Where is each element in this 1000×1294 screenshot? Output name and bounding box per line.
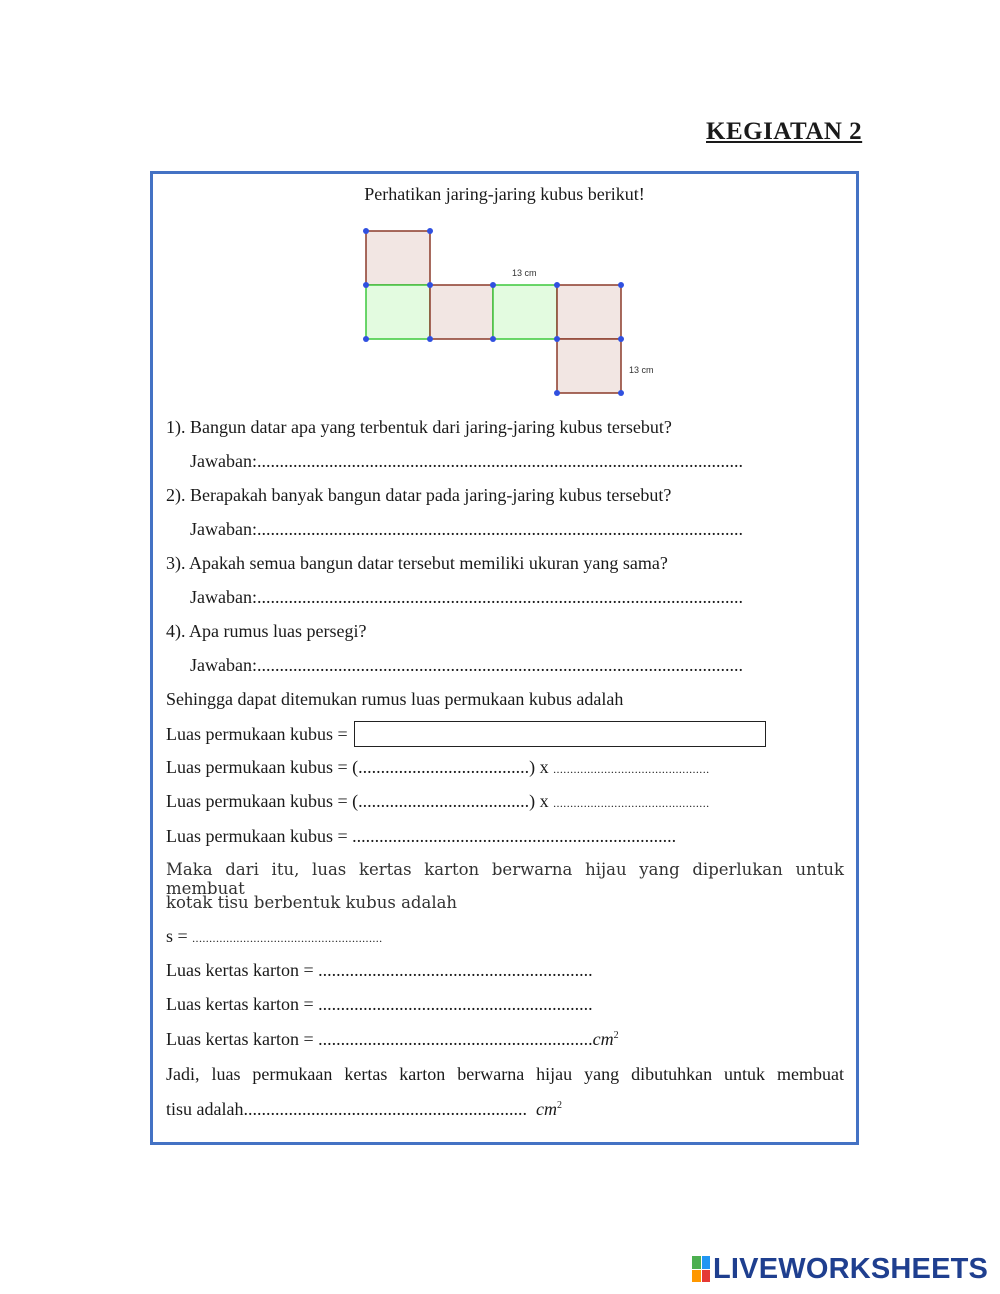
net-square-bottom xyxy=(557,339,621,393)
net-label-side: 13 cm xyxy=(629,365,654,375)
liveworksheets-logo-text: LIVEWORKSHEETS xyxy=(713,1252,989,1285)
lp-formula-box[interactable] xyxy=(354,721,766,747)
lp-row-2-dots[interactable]: .............................................. xyxy=(553,762,710,776)
lp-row-3-blank[interactable]: (......................................) x xyxy=(352,791,549,811)
s-dots[interactable]: ........................................................ xyxy=(192,931,383,945)
final-exp: 2 xyxy=(556,1100,562,1111)
lp-row-3 xyxy=(166,791,710,812)
answer-line-4[interactable]: Jawaban:............................................................................................................ xyxy=(190,655,743,675)
lp-label: Luas permukaan kubus = xyxy=(166,826,348,846)
conclusion-paragraph-line-2: kotak tisu berbentuk kubus adalah xyxy=(166,893,458,912)
karton-blank-2[interactable]: ............................................................. xyxy=(318,994,593,1014)
answer-line-3[interactable]: Jawaban:............................................................................................................ xyxy=(190,587,743,607)
karton-label: Luas kertas karton = xyxy=(166,1029,319,1049)
lp-row-2-blank[interactable]: (......................................) x xyxy=(352,757,549,777)
karton-row-2 xyxy=(166,994,593,1015)
question-1: 1). Bangun datar apa yang terbentuk dari jaring-jaring kubus tersebut? xyxy=(166,417,672,437)
lp-row-4 xyxy=(166,826,676,847)
karton-unit: cm xyxy=(592,1029,614,1049)
lp-label: Luas permukaan kubus = xyxy=(166,757,348,777)
liveworksheets-logo-icon xyxy=(692,1256,710,1282)
lp-row-3-dots[interactable]: .............................................. xyxy=(553,796,710,810)
page-heading: KEGIATAN 2 xyxy=(706,118,863,145)
summary-text: Sehingga dapat ditemukan rumus luas permukaan kubus adalah xyxy=(166,689,624,709)
lp-row-2 xyxy=(166,757,710,778)
question-3: 3). Apakah semua bangun datar tersebut memiliki ukuran yang sama? xyxy=(166,553,668,573)
karton-label: Luas kertas karton = xyxy=(166,960,319,980)
conclusion-paragraph-line-1: Maka dari itu, luas kertas karton berwarna hijau yang diperlukan untuk membuat xyxy=(166,860,844,898)
lp-row-1 xyxy=(166,723,766,749)
liveworksheets-logo xyxy=(692,1253,988,1285)
net-square-middle xyxy=(430,285,493,339)
karton-row-1 xyxy=(166,960,593,981)
worksheet-frame xyxy=(150,171,859,1145)
s-row xyxy=(166,926,383,947)
question-4: 4). Apa rumus luas persegi? xyxy=(166,621,367,641)
final-unit: cm xyxy=(535,1099,557,1119)
final-line-2 xyxy=(166,1099,562,1120)
net-square-green-1 xyxy=(366,285,430,339)
lp-label: Luas permukaan kubus = xyxy=(166,724,348,745)
answer-line-1[interactable]: Jawaban:............................................................................................................ xyxy=(190,451,743,471)
karton-blank-1[interactable]: ............................................................. xyxy=(318,960,593,980)
net-square-green-2 xyxy=(493,285,557,339)
answer-line-2[interactable]: Jawaban:............................................................................................................ xyxy=(190,519,743,539)
karton-blank-3[interactable]: ............................................................. xyxy=(318,1029,593,1049)
lp-label: Luas permukaan kubus = xyxy=(166,791,348,811)
net-label-top: 13 cm xyxy=(512,268,537,278)
lp-row-4-blank[interactable]: ........................................................................ xyxy=(352,826,677,846)
karton-row-3 xyxy=(166,1029,619,1050)
s-label: s = xyxy=(166,926,193,946)
net-square-right xyxy=(557,285,621,339)
net-square-top xyxy=(366,231,430,285)
question-2: 2). Berapakah banyak bangun datar pada jaring-jaring kubus tersebut? xyxy=(166,485,672,505)
intro-text: Perhatikan jaring-jaring kubus berikut! xyxy=(364,184,645,204)
karton-label: Luas kertas karton = xyxy=(166,994,319,1014)
cube-net-diagram xyxy=(353,224,673,404)
final-blank[interactable]: tisu adalah............................................................... xyxy=(166,1099,527,1119)
final-line-1: Jadi, luas permukaan kertas karton berwarna hijau yang dibutuhkan untuk membuat xyxy=(166,1064,844,1084)
karton-exp: 2 xyxy=(613,1030,619,1041)
